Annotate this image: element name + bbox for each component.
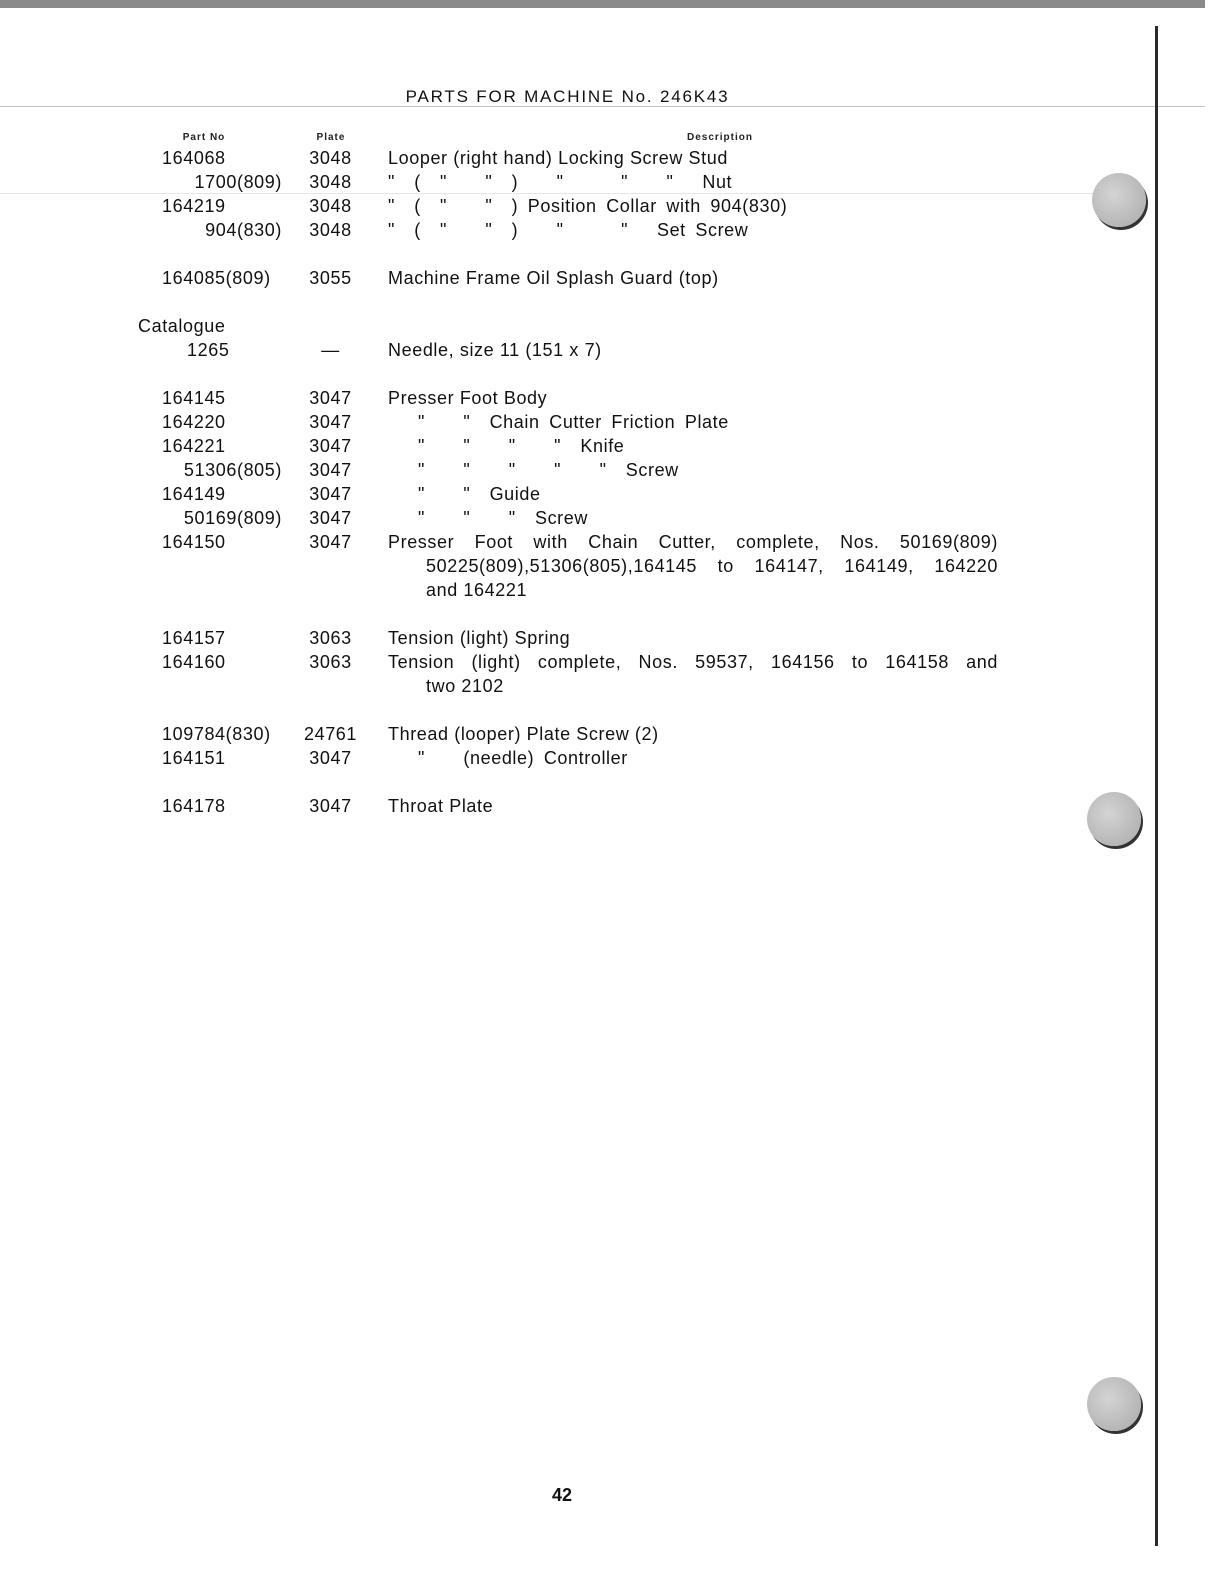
column-header-plate: Plate [316,132,346,143]
part-description: " ( " " ) " " " Nut [388,172,733,192]
plate-number: 3047 [309,796,352,816]
parts-row [0,722,1120,746]
parts-row [0,506,1120,530]
plate-number: 3063 [309,652,352,672]
parts-row [0,266,1120,290]
part-description: Tension (light) Spring [388,628,571,648]
part-description: " ( " " ) Position Collar with 904(830) [388,196,788,216]
plate-number: 3048 [309,196,352,216]
part-description-continued: and 164221 [426,580,528,600]
parts-row [0,530,1120,602]
plate-number: 3048 [309,220,352,240]
parts-row [0,194,1120,218]
parts-row [0,386,1120,410]
parts-row [0,482,1120,506]
part-description: " " Guide [418,484,541,504]
part-number: 1265 [187,340,230,360]
plate-number: 3048 [309,172,352,192]
parts-row [0,794,1120,818]
part-number: 164157 [162,628,226,648]
plate-number: 3047 [309,388,352,408]
parts-list [0,146,1120,818]
plate-number: 3047 [309,532,352,552]
plate-number: 3047 [309,484,352,504]
parts-row [0,338,1120,362]
part-description: " " Chain Cutter Friction Plate [418,412,729,432]
part-description: Thread (looper) Plate Screw (2) [388,724,659,744]
part-description-continued: 50225(809),51306(805),164145 to 164147, 164149, 164220 [426,556,998,576]
binder-edge [1155,26,1158,1546]
plate-number: 24761 [303,724,358,744]
part-number: 164068 [162,148,226,168]
plate-number: — [321,340,340,360]
part-number: 164178 [162,796,226,816]
part-number: 164220 [162,412,226,432]
parts-row [0,626,1120,650]
part-number: 164160 [162,652,226,672]
part-description: Tension (light) complete, Nos. 59537, 164156 to 164158 and [388,652,998,672]
binder-hole [1087,1377,1141,1431]
catalogue-label-row [0,314,1120,338]
page-top-edge [0,0,1205,8]
part-description: " " " " " Screw [418,460,679,480]
part-number: 164219 [162,196,226,216]
column-header-description: Description [686,132,753,143]
parts-row [0,746,1120,770]
plate-number: 3047 [309,412,352,432]
part-number: 1700(809) [194,172,282,192]
parts-row [0,146,1120,170]
part-description: Looper (right hand) Locking Screw Stud [388,148,728,168]
part-number: 164150 [162,532,226,552]
catalogue-label: Catalogue [138,316,226,336]
part-number: 164085(809) [162,268,271,288]
parts-row [0,458,1120,482]
plate-number: 3063 [309,628,352,648]
part-description: Needle, size 11 (151 x 7) [388,340,602,360]
column-header-part: Part No [182,132,226,143]
part-number: 164151 [162,748,226,768]
page-title: PARTS FOR MACHINE No. 246K43 [405,87,730,106]
part-description: Machine Frame Oil Splash Guard (top) [388,268,719,288]
part-description: Throat Plate [388,796,494,816]
part-number: 164149 [162,484,226,504]
parts-row [0,410,1120,434]
parts-row [0,218,1120,242]
plate-number: 3047 [309,508,352,528]
part-description: " ( " " ) " " Set Screw [388,220,749,240]
plate-number: 3048 [309,148,352,168]
part-number: 51306(805) [183,460,282,480]
part-description-continued: two 2102 [426,676,504,696]
part-number: 164221 [162,436,226,456]
part-number: 50169(809) [183,508,282,528]
page-number: 42 [551,1485,573,1505]
part-description: Presser Foot with Chain Cutter, complete, Nos. 50169(809) [388,532,998,552]
parts-row [0,434,1120,458]
part-description: " " " " Knife [418,436,625,456]
part-number: 164145 [162,388,226,408]
parts-row [0,650,1120,698]
parts-row [0,170,1120,194]
plate-number: 3047 [309,748,352,768]
part-number: 904(830) [205,220,282,240]
part-description: " (needle) Controller [418,748,628,768]
plate-number: 3047 [309,436,352,456]
plate-number: 3055 [309,268,352,288]
plate-number: 3047 [309,460,352,480]
part-description: " " " Screw [418,508,588,528]
part-description: Presser Foot Body [388,388,548,408]
part-number: 109784(830) [162,724,271,744]
